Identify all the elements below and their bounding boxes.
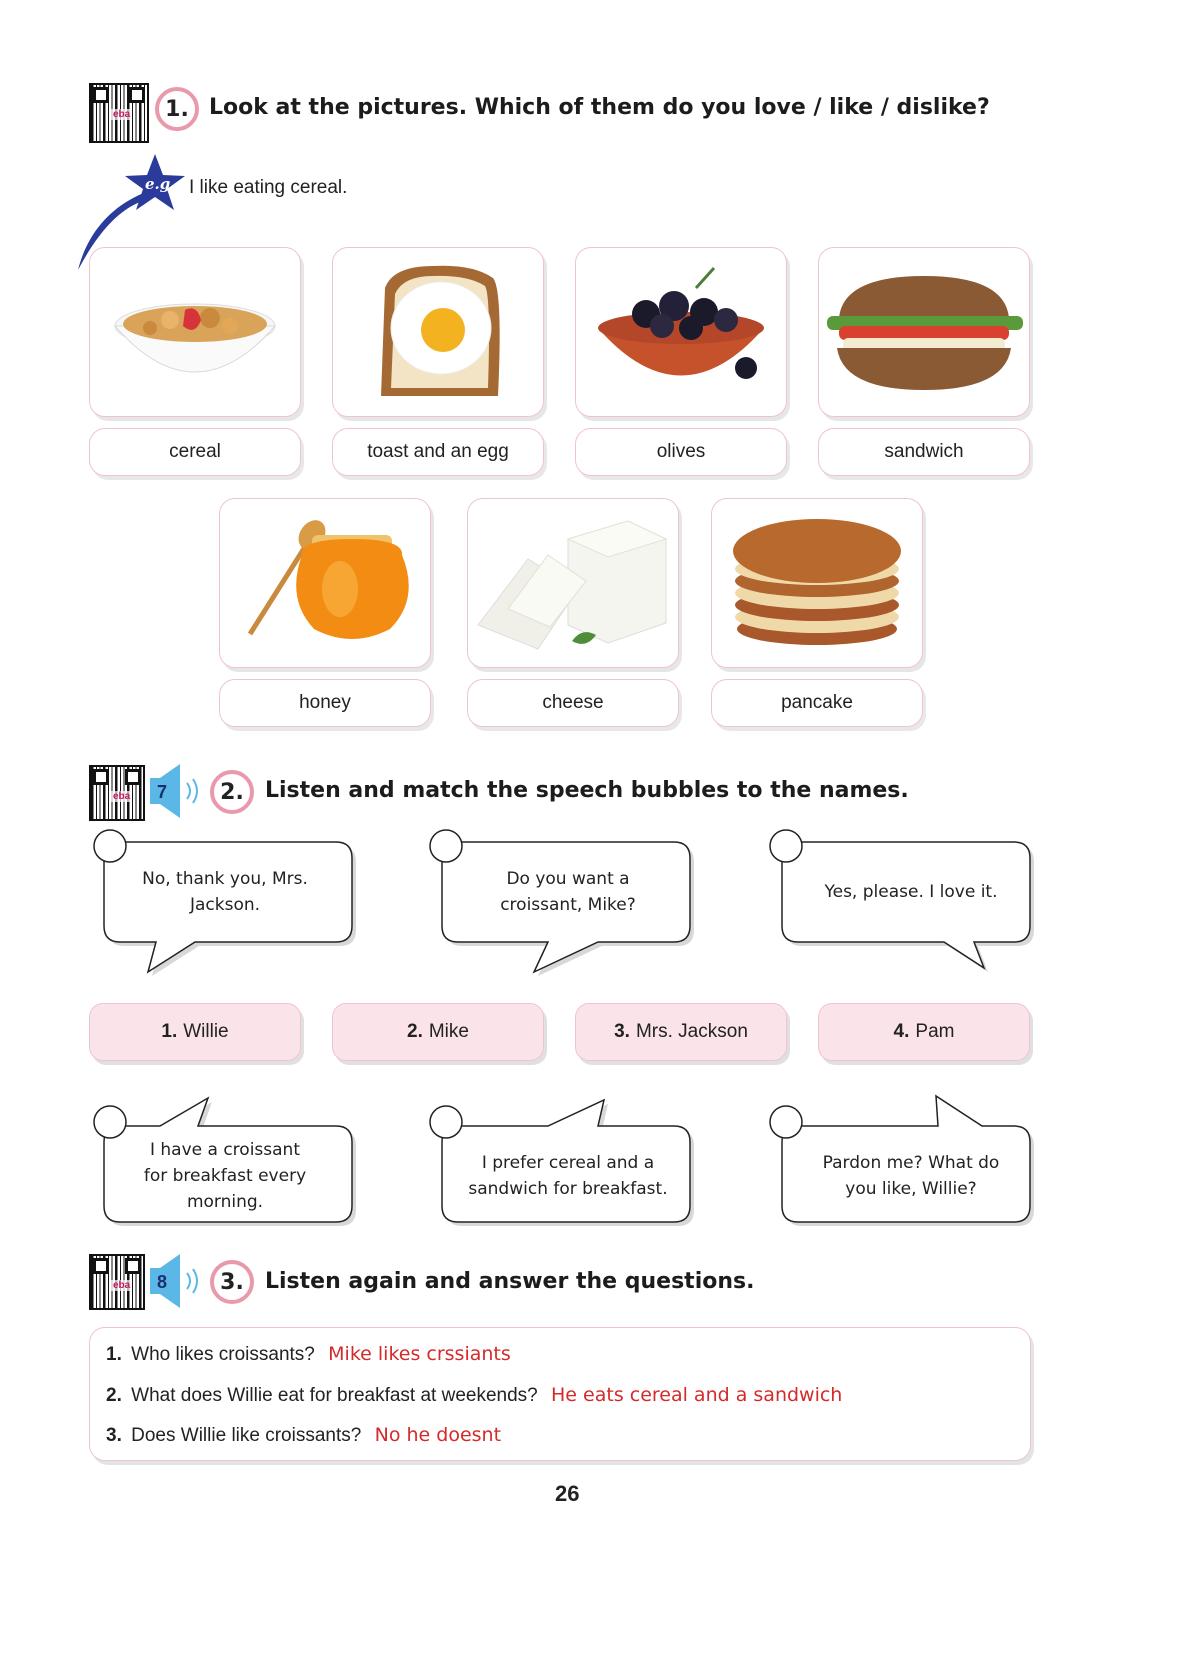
name-number: 3.	[614, 1021, 630, 1042]
name-option	[575, 1003, 787, 1061]
food-label: cereal	[89, 428, 301, 476]
olives-bowl-icon	[576, 248, 786, 416]
toast-egg-icon	[333, 248, 543, 416]
exercise-number: 1.	[155, 87, 199, 131]
name-text: Pam	[915, 1021, 955, 1042]
food-label: cheese	[467, 679, 679, 727]
question-number: 2.	[106, 1385, 122, 1406]
question-row	[106, 1384, 842, 1407]
speech-bubble-text	[788, 1150, 1034, 1202]
speech-bubble-text	[448, 866, 688, 918]
bubble-line: Yes, please. I love it.	[824, 882, 998, 902]
food-label: pancake	[711, 679, 923, 727]
exercise-number: 2.	[210, 770, 254, 814]
food-label: honey	[219, 679, 431, 727]
qr-code-icon[interactable]: eba	[89, 83, 149, 143]
exercise-instruction: Look at the pictures. Which of them do you love / like / dislike?	[209, 95, 990, 120]
example-sentence: I like eating cereal.	[189, 177, 348, 198]
questions-box	[89, 1327, 1031, 1461]
name-option	[332, 1003, 544, 1061]
food-card-pancake	[711, 498, 923, 668]
food-card-cereal	[89, 247, 301, 417]
answer-text[interactable]: Mike likes crssiants	[328, 1343, 511, 1365]
name-number: 2.	[407, 1021, 423, 1042]
food-card-honey	[219, 498, 431, 668]
audio-track-number: 8	[157, 1272, 168, 1292]
question-text: Who likes croissants?	[131, 1344, 315, 1365]
example-tag: e.g.	[145, 175, 176, 193]
bubble-line: I prefer cereal and a	[481, 1153, 655, 1173]
cheese-icon	[468, 499, 678, 667]
bubble-line: sandwich for breakfast.	[468, 1179, 668, 1199]
sound-waves-icon	[184, 1266, 202, 1296]
pancake-stack-icon	[712, 499, 922, 667]
cereal-bowl-icon	[90, 248, 300, 416]
bubble-line: I have a croissant	[149, 1140, 300, 1160]
food-card-sandwich	[818, 247, 1030, 417]
bubble-line: Pardon me? What do	[822, 1153, 1000, 1173]
name-option	[89, 1003, 301, 1061]
question-row	[106, 1424, 501, 1447]
name-text: Mrs. Jackson	[635, 1021, 748, 1042]
exercise-number: 3.	[210, 1260, 254, 1304]
page-number: 26	[555, 1481, 580, 1506]
name-text: Willie	[183, 1021, 229, 1042]
qr-code-icon[interactable]: eba	[89, 765, 145, 821]
bubble-line: for breakfast every	[143, 1166, 307, 1186]
honey-jar-icon	[220, 499, 430, 667]
bubble-line: morning.	[186, 1192, 264, 1212]
bubble-line: Do you want a	[506, 869, 630, 889]
food-label: toast and an egg	[332, 428, 544, 476]
answer-text[interactable]: He eats cereal and a sandwich	[551, 1384, 843, 1406]
bubble-line: croissant, Mike?	[500, 895, 636, 915]
name-text: Mike	[428, 1021, 469, 1042]
exercise-instruction: Listen again and answer the questions.	[265, 1269, 755, 1294]
bubble-line: No, thank you, Mrs.	[142, 869, 308, 889]
question-text: What does Willie eat for breakfast at weekends?	[131, 1385, 538, 1406]
question-number: 1.	[106, 1344, 122, 1365]
name-number: 4.	[893, 1021, 910, 1042]
speech-bubble-text	[110, 1137, 340, 1215]
question-number: 3.	[106, 1425, 122, 1446]
audio-track-number: 7	[157, 782, 168, 802]
food-label: olives	[575, 428, 787, 476]
name-number: 1.	[161, 1021, 178, 1042]
name-option	[818, 1003, 1030, 1061]
answer-text[interactable]: No he doesnt	[374, 1424, 502, 1446]
speech-bubble-text	[788, 879, 1034, 905]
bubble-line: Jackson.	[189, 895, 261, 915]
speech-bubble-text	[110, 866, 340, 918]
qr-code-icon[interactable]: eba	[89, 1254, 145, 1310]
sandwich-icon	[819, 248, 1029, 416]
sound-waves-icon	[184, 776, 202, 806]
question-row	[106, 1343, 511, 1366]
food-card-olives	[575, 247, 787, 417]
exercise-instruction: Listen and match the speech bubbles to the names.	[265, 778, 909, 803]
bubble-line: you like, Willie?	[845, 1179, 977, 1199]
food-card-cheese	[467, 498, 679, 668]
question-text: Does Willie like croissants?	[131, 1425, 362, 1446]
speech-bubble-text	[448, 1150, 688, 1202]
food-card-toast-egg	[332, 247, 544, 417]
food-label: sandwich	[818, 428, 1030, 476]
